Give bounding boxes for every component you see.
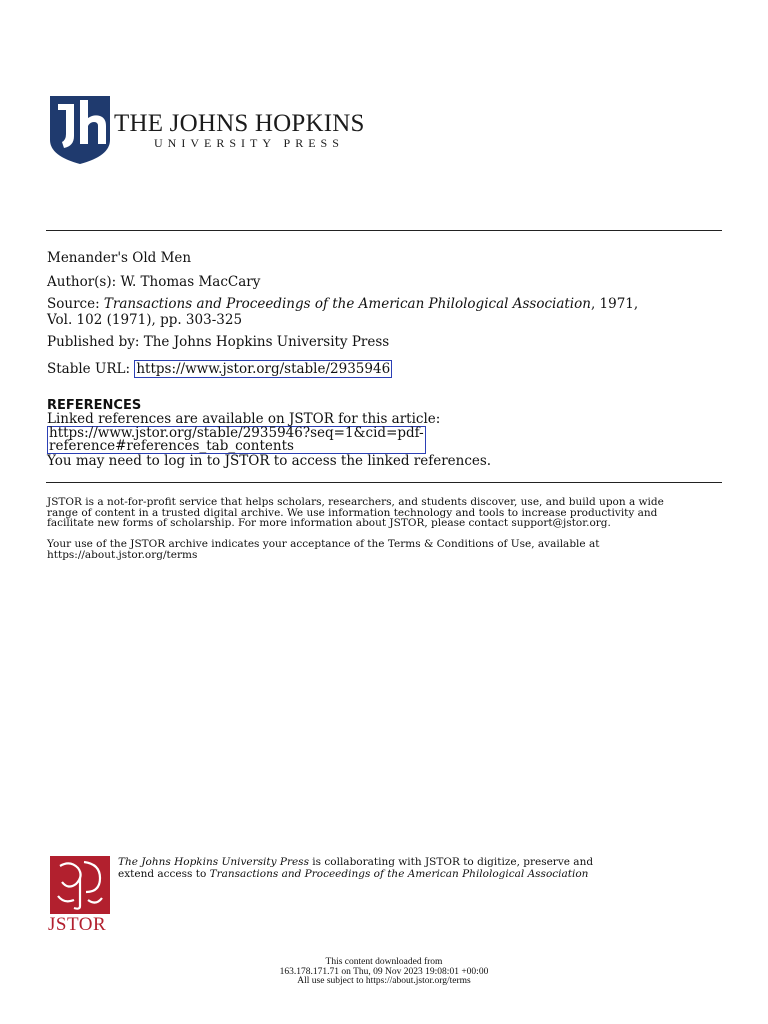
jstor-emblem-icon [50,856,110,914]
footer-text-2: extend access to [118,868,210,880]
article-authors [47,274,260,290]
publisher-logo [50,96,365,166]
article-source [47,296,638,328]
source-label: Source: [47,296,100,312]
source-journal: Transactions and Proceedings of the American Philological Association [103,296,591,312]
article-title: Menander's Old Men [47,250,192,266]
article-publisher [47,334,389,350]
stable-url-link[interactable]: https://www.jstor.org/stable/2935946 [136,361,391,377]
references-heading: REFERENCES [47,398,142,413]
jstor-logo [48,856,114,936]
authors-value: W. Thomas MacCary [120,274,261,290]
collaboration-note [118,856,678,880]
middle-divider [46,482,722,483]
terms-paragraph [47,539,727,560]
footer-publisher: The Johns Hopkins University Press [118,856,309,868]
references-login-note: You may need to log in to JSTOR to access the linked references. [47,453,492,469]
references-link[interactable] [47,426,426,454]
references-link-line1: https://www.jstor.org/stable/2935946?seq=1&cid=pdf- [49,425,424,441]
source-volume: Vol. 102 (1971), pp. 303-325 [47,312,243,328]
download-line: All use subject to https://about.jstor.org/terms [297,976,471,986]
references-intro: Linked references are available on JSTOR for this article: [47,411,441,427]
terms-line: Your use of the JSTOR archive indicates your acceptance of the Terms & Conditions of Use, available at [47,538,600,550]
jhu-shield-icon [50,96,110,164]
article-stable-url [47,361,392,377]
published-label: Published by: [47,334,140,350]
publisher-name-line1: THE JOHNS HOPKINS [114,110,365,137]
references-block [47,412,491,468]
notice-line: facilitate new forms of scholarship. For more information about JSTOR, please contact support@jstor.org. [47,517,611,529]
download-note [0,958,768,987]
notice-line: JSTOR is a not-for-profit service that helps scholars, researchers, and students discover, use, and build upon a wide [47,496,664,508]
stable-url-label: Stable URL: [47,361,131,377]
terms-url[interactable]: https://about.jstor.org/terms [47,548,198,561]
published-value: The Johns Hopkins University Press [143,334,390,350]
notice-line: range of content in a trusted digital archive. We use information technology and tools to increase productivity and [47,506,658,519]
top-divider [46,230,722,231]
footer-journal: Transactions and Proceedings of the American Philological Association [209,868,589,880]
jstor-notice-paragraph [47,497,727,529]
jstor-wordmark: JSTOR [48,914,107,935]
download-line: This content downloaded from [325,957,443,967]
references-link-line2: reference#references_tab_contents [49,438,294,454]
footer-text-1: is collaborating with JSTOR to digitize, preserve and [308,856,594,868]
publisher-name-line2: UNIVERSITY PRESS [154,136,344,150]
authors-label: Author(s): [47,274,117,290]
source-year: , 1971, [590,296,639,312]
download-line: 163.178.171.71 on Thu, 09 Nov 2023 19:08:01 +00:00 [279,966,489,977]
